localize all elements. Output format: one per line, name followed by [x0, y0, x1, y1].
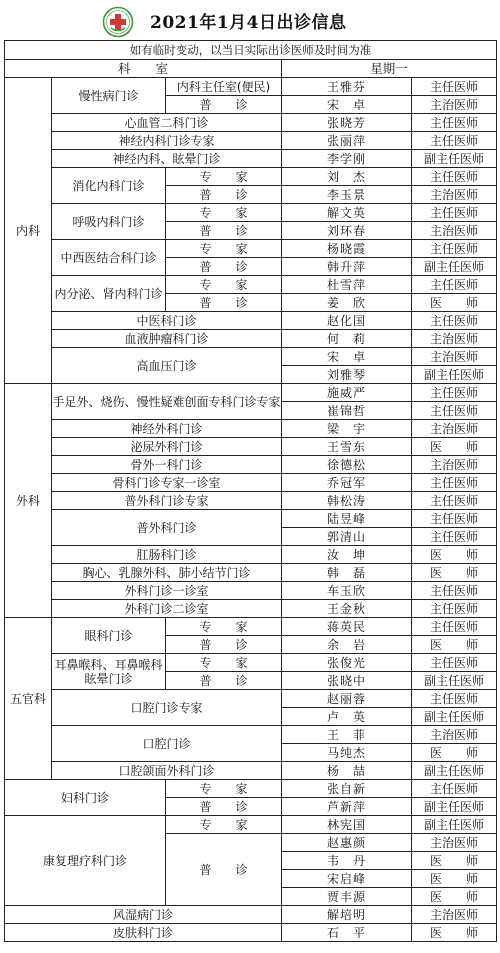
doctor-title: 主任医师: [412, 384, 497, 402]
doctor-title: 副主任医师: [412, 798, 497, 816]
doctor-title: 主任医师: [412, 114, 497, 132]
doctor-name: 韩 磊: [282, 564, 412, 582]
dept-name: 普外科门诊专家: [52, 492, 282, 510]
dept-name: 骨外一科门诊: [52, 456, 282, 474]
doctor-title: 医 师: [412, 294, 497, 312]
doctor-name: 刘环春: [282, 222, 412, 240]
doctor-title: 副主任医师: [412, 672, 497, 690]
doctor-title: 主任医师: [412, 618, 497, 636]
clinic-type: 专 家: [166, 204, 282, 222]
group-nei: 内科: [5, 78, 52, 384]
doctor-title: 主任医师: [412, 510, 497, 528]
doctor-title: 主治医师: [412, 456, 497, 474]
clinic-type: 普 诊: [166, 636, 282, 654]
doctor-name: 杨 喆: [282, 762, 412, 780]
header: [0, 0, 500, 40]
dept-name: 妇科门诊: [5, 780, 166, 816]
doctor-name: 乔冠军: [282, 474, 412, 492]
doctor-title: 副主任医师: [412, 762, 497, 780]
doctor-title: 主任医师: [412, 600, 497, 618]
dept-name: 外科门诊一诊室: [52, 582, 282, 600]
dept-name: 泌尿外科门诊: [52, 438, 282, 456]
doctor-name: 余 岩: [282, 636, 412, 654]
doctor-name: 崔锦哲: [282, 402, 412, 420]
doctor-name: 解文英: [282, 204, 412, 222]
doctor-title: 副主任医师: [412, 816, 497, 834]
doctor-title: 主任医师: [412, 276, 497, 294]
doctor-name: 张晓中: [282, 672, 412, 690]
dept-name: 耳鼻喉科、耳鼻喉科眩晕门诊: [52, 654, 166, 690]
doctor-title: 主任医师: [412, 582, 497, 600]
doctor-name: 张俊光: [282, 654, 412, 672]
doctor-name: 宋 卓: [282, 96, 412, 114]
group-wuguan: 五官科: [5, 618, 52, 780]
clinic-type: 普 诊: [166, 96, 282, 114]
clinic-type: 专 家: [166, 276, 282, 294]
doctor-title: 主任医师: [412, 402, 497, 420]
clinic-type: 专 家: [166, 654, 282, 672]
doctor-title: 主任医师: [412, 474, 497, 492]
notice: 如有临时变动，以当日实际出诊医师及时间为准: [5, 41, 497, 60]
doctor-name: 张丽萍: [282, 132, 412, 150]
clinic-type: 普 诊: [166, 222, 282, 240]
dept-name: 口腔门诊: [52, 726, 282, 762]
doctor-title: 主治医师: [412, 726, 497, 744]
doctor-name: 石 平: [282, 924, 412, 942]
doctor-name: 解培明: [282, 906, 412, 924]
doctor-name: 卢 英: [282, 708, 412, 726]
doctor-name: 韩松涛: [282, 492, 412, 510]
dept-name: 皮肤科门诊: [5, 924, 282, 942]
dept-name: 中医科门诊: [52, 312, 282, 330]
clinic-type: 普 诊: [166, 672, 282, 690]
dept-name: 内分泌、肾内科门诊: [52, 276, 166, 312]
doctor-title: 副主任医师: [412, 708, 497, 726]
doctor-title: 主任医师: [412, 654, 497, 672]
doctor-name: 王雪东: [282, 438, 412, 456]
doctor-name: 姜 欣: [282, 294, 412, 312]
dept-name: 普外科门诊: [52, 510, 282, 546]
doctor-title: 主治医师: [412, 330, 497, 348]
doctor-title: 主治医师: [412, 186, 497, 204]
doctor-title: 医 师: [412, 438, 497, 456]
dept-name: 口腔门诊专家: [52, 690, 282, 726]
clinic-type: 普 诊: [166, 258, 282, 276]
hospital-logo-icon: [102, 6, 134, 38]
dept-name: 肛肠科门诊: [52, 546, 282, 564]
doctor-name: 赵化国: [282, 312, 412, 330]
dept-name: 口腔颌面外科门诊: [52, 762, 282, 780]
doctor-title: 主治医师: [412, 222, 497, 240]
doctor-name: 施威严: [282, 384, 412, 402]
clinic-type: 普 诊: [166, 186, 282, 204]
doctor-title: 主治医师: [412, 96, 497, 114]
doctor-name: 赵丽蓉: [282, 690, 412, 708]
doctor-name: 汝 坤: [282, 546, 412, 564]
doctor-name: 李玉景: [282, 186, 412, 204]
doctor-name: 马纯杰: [282, 744, 412, 762]
doctor-name: 何 莉: [282, 330, 412, 348]
doctor-name: 王 菲: [282, 726, 412, 744]
doctor-title: 医 师: [412, 888, 497, 906]
dept-name: 慢性病门诊: [52, 78, 166, 114]
dept-name: 中西医结合科门诊: [52, 240, 166, 276]
dept-name: 眼科门诊: [52, 618, 166, 654]
dept-name: 神经内科、眩晕门诊: [52, 150, 282, 168]
dept-sub: 内科主任室(便民): [166, 78, 282, 96]
doctor-name: 宋 卓: [282, 348, 412, 366]
doctor-title: 主任医师: [412, 240, 497, 258]
doctor-name: 刘雅琴: [282, 366, 412, 384]
doctor-name: 李学刚: [282, 150, 412, 168]
doctor-name: 郭清山: [282, 528, 412, 546]
doctor-title: 主治医师: [412, 420, 497, 438]
doctor-title: 医 师: [412, 870, 497, 888]
dept-name: 胸心、乳腺外科、肺小结节门诊: [52, 564, 282, 582]
doctor-title: 副主任医师: [412, 258, 497, 276]
doctor-name: 蒋英民: [282, 618, 412, 636]
doctor-title: 医 师: [412, 564, 497, 582]
doctor-title: 医 师: [412, 924, 497, 942]
doctor-name: 赵惠颜: [282, 834, 412, 852]
doctor-name: 杨晓霞: [282, 240, 412, 258]
doctor-name: 宋启峰: [282, 870, 412, 888]
dept-name: 心血管二科门诊: [52, 114, 282, 132]
doctor-title: 主任医师: [412, 78, 497, 96]
dept-name: 血液肿瘤科门诊: [52, 330, 282, 348]
doctor-name: 芦新萍: [282, 798, 412, 816]
doctor-title: 主任医师: [412, 312, 497, 330]
clinic-type: 专 家: [166, 816, 282, 834]
dept-name: 手足外、烧伤、慢性疑难创面专科门诊专家: [52, 384, 282, 420]
page-title: 2021年1月4日出诊信息: [150, 13, 347, 33]
doctor-name: 车玉欣: [282, 582, 412, 600]
clinic-type: 专 家: [166, 168, 282, 186]
doctor-title: 主任医师: [412, 132, 497, 150]
group-wai: 外科: [5, 384, 52, 618]
doctor-name: 梁 宇: [282, 420, 412, 438]
clinic-type: 专 家: [166, 240, 282, 258]
doctor-name: 刘 杰: [282, 168, 412, 186]
doctor-title: 副主任医师: [412, 366, 497, 384]
doctor-title: 医 师: [412, 852, 497, 870]
column-header-day: 星期一: [282, 60, 497, 78]
dept-name: 风湿病门诊: [5, 906, 282, 924]
doctor-title: 主任医师: [412, 492, 497, 510]
dept-name: 康复理疗科门诊: [5, 816, 166, 906]
doctor-title: 主任医师: [412, 204, 497, 222]
dept-name: 骨科门诊专家一诊室: [52, 474, 282, 492]
doctor-name: 徐德松: [282, 456, 412, 474]
clinic-type: 专 家: [166, 618, 282, 636]
doctor-name: 张自新: [282, 780, 412, 798]
schedule-table: [4, 40, 497, 942]
dept-name: 外科门诊二诊室: [52, 600, 282, 618]
doctor-name: 韦 丹: [282, 852, 412, 870]
doctor-title: 主治医师: [412, 906, 497, 924]
doctor-name: 林宪国: [282, 816, 412, 834]
doctor-title: 主任医师: [412, 168, 497, 186]
clinic-type: 普 诊: [166, 834, 282, 906]
doctor-name: 韩升萍: [282, 258, 412, 276]
doctor-title: 医 师: [412, 636, 497, 654]
doctor-name: 张晓芳: [282, 114, 412, 132]
dept-name: 神经内科门诊专家: [52, 132, 282, 150]
clinic-type: 普 诊: [166, 294, 282, 312]
doctor-title: 医 师: [412, 744, 497, 762]
doctor-name: 王雅芬: [282, 78, 412, 96]
dept-name: 高血压门诊: [52, 348, 282, 384]
column-header-dept: 科 室: [5, 60, 282, 78]
doctor-name: 陆昱峰: [282, 510, 412, 528]
doctor-name: 王金秋: [282, 600, 412, 618]
doctor-title: 主任医师: [412, 780, 497, 798]
clinic-type: 专 家: [166, 780, 282, 798]
doctor-title: 主治医师: [412, 834, 497, 852]
doctor-title: 主任医师: [412, 528, 497, 546]
clinic-type: 普 诊: [166, 798, 282, 816]
dept-name: 呼吸内科门诊: [52, 204, 166, 240]
doctor-title: 副主任医师: [412, 150, 497, 168]
doctor-title: 主任医师: [412, 690, 497, 708]
doctor-name: 杜雪萍: [282, 276, 412, 294]
dept-name: 消化内科门诊: [52, 168, 166, 204]
dept-name: 神经外科门诊: [52, 420, 282, 438]
doctor-title: 医 师: [412, 546, 497, 564]
doctor-title: 主治医师: [412, 348, 497, 366]
doctor-name: 贾丰源: [282, 888, 412, 906]
